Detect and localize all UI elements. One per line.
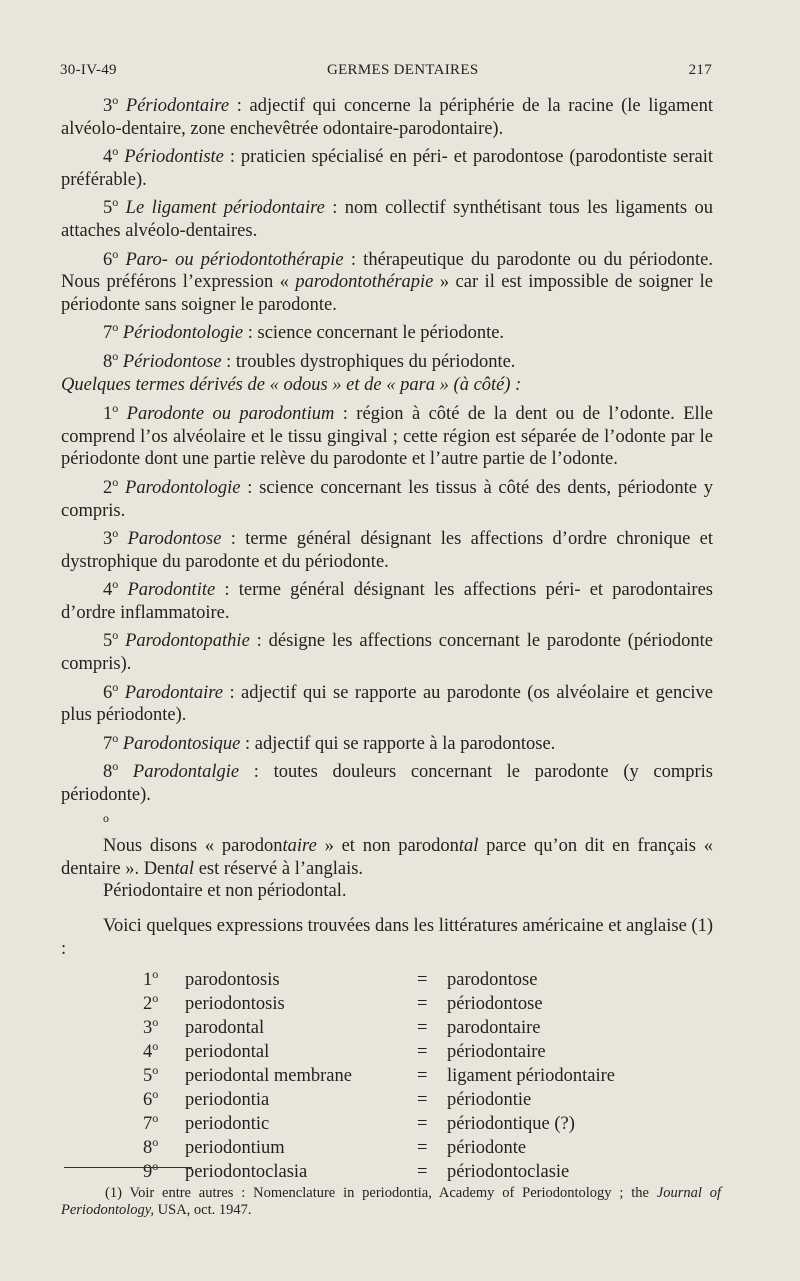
definition-term: Périodontiste — [124, 147, 224, 168]
definition-item: 7$^o$ Parodontosique : adjectif qui se rapporte à la parodontose. — [103, 730, 556, 754]
definition-item: 3$^o$ Périodontaire : adjectif qui concerne la périphérie de la racine (le ligament alvéolo-dentaire, zone enchevêtrée odontaire-parodontaire). — [61, 92, 713, 139]
definition-item: 6$^o$ Paro- ou périodontothérapie : thérapeutique du parodonte ou du périodonte. Nous préférons l’expression « parodontothérapie » car il est impossible de soigner le périodonte sans soigner le parodonte. — [61, 246, 714, 315]
equals-sign: = — [417, 1138, 428, 1159]
header-title: GERMES DENTAIRES — [326, 62, 479, 78]
definition-item: 2$^o$ Parodontologie : science concernant les tissus à côté des dents, périodonte y compris. — [61, 474, 713, 521]
english-term: periodontic — [185, 1114, 270, 1135]
running-header — [60, 62, 712, 79]
term-number: 5$^o$ — [143, 1063, 159, 1087]
terms-table — [143, 968, 615, 1184]
definition-item: 6$^o$ Parodontaire : adjectif qui se rapporte au parodonte (os alvéolaire et gencive plus périodonte). — [61, 679, 714, 726]
french-term: périodontoclasie — [447, 1162, 570, 1183]
french-term: périodontaire — [447, 1042, 546, 1063]
page-body — [61, 92, 714, 1184]
definition-term: Périodontose — [122, 351, 222, 372]
definition-item: 5$^o$ Le ligament périodontaire : nom collectif synthétisant tous les ligaments ou attaches alvéolo-dentaires. — [61, 195, 714, 241]
equals-sign: = — [417, 1018, 428, 1039]
body-paragraph: Nous disons « parodontaire » et non parodontal parce qu’on dit en français « dentaire ». Dental est réservé à l’anglais. — [61, 836, 713, 879]
definition-term: Paro- ou périodontothérapie — [125, 249, 344, 270]
equals-sign: = — [417, 994, 428, 1015]
english-term: periodontal — [185, 1042, 270, 1063]
term-number: 9$^o$ — [143, 1159, 159, 1183]
definition-term: Le ligament périodontaire — [125, 198, 325, 219]
term-number: 1$^o$ — [143, 967, 159, 991]
definition-item: 3$^o$ Parodontose : terme général désignant les affections d’ordre chronique et dystrophique du parodonte et du périodonte. — [61, 525, 713, 572]
definition-term: Périodontaire — [125, 96, 230, 116]
section-heading: Quelques termes dérivés de « odous » et de « para » (à côté) : — [61, 374, 522, 395]
definition-item: 8$^o$ Parodontalgie : toutes douleurs concernant le parodonte (y compris périodonte). — [61, 759, 713, 806]
body-paragraph: Voici quelques expressions trouvées dans les littératures américaine et anglaise (1) : — [61, 916, 713, 959]
definition-item: 7$^o$ Périodontologie : science concernant le périodonte. — [103, 320, 505, 344]
body-paragraph: Périodontaire et non périodontal. — [103, 881, 347, 902]
footnote: (1) Voir entre autres : Nomenclature in periodontia, Academy of Periodontology ; the Journal of Periodontology, USA, oct. 1947. — [61, 1185, 722, 1218]
french-term: périodontique (?) — [447, 1114, 575, 1135]
english-term: periodontoclasia — [185, 1162, 308, 1183]
definition-item: 4$^o$ Périodontiste : praticien spécialisé en péri- et parodontose (parodontiste serait préférable). — [61, 144, 713, 190]
header-date: 30-IV-49 — [60, 62, 117, 78]
table-row — [143, 1112, 615, 1136]
term-number: 7$^o$ — [143, 1111, 159, 1135]
english-term: parodontosis — [185, 970, 280, 991]
term-number: 3$^o$ — [143, 1015, 159, 1039]
french-term: parodontaire — [447, 1018, 541, 1039]
equals-sign: = — [417, 970, 428, 991]
header-page-number: 217 — [688, 62, 712, 78]
equals-sign: = — [417, 1114, 428, 1135]
definition-term: Parodontose — [127, 529, 222, 550]
equals-sign: = — [417, 1042, 428, 1063]
definition-item: 8$^o$ Périodontose : troubles dystrophiques du périodonte. — [103, 348, 516, 372]
definition-term: Périodontologie — [122, 323, 244, 344]
french-term: périodontie — [447, 1090, 532, 1111]
term-number: 2$^o$ — [143, 991, 159, 1015]
definition-term: Parodontaire — [124, 682, 224, 703]
english-term: periodontosis — [185, 994, 285, 1015]
table-row — [143, 1040, 615, 1064]
term-number: 4$^o$ — [143, 1039, 159, 1063]
table-row — [143, 1160, 615, 1184]
term-number: 8$^o$ — [143, 1135, 159, 1159]
equals-sign: = — [417, 1162, 428, 1183]
table-row — [143, 1088, 615, 1112]
equals-sign: = — [417, 1066, 428, 1087]
french-term: périodontose — [447, 994, 543, 1015]
french-term: ligament périodontaire — [447, 1066, 615, 1087]
english-term: periodontia — [185, 1090, 270, 1111]
table-row — [143, 1016, 615, 1040]
french-term: parodontose — [447, 970, 538, 991]
definition-term: Parodontite — [127, 580, 216, 601]
footnote-divider — [64, 1167, 192, 1168]
definition-term: Parodontalgie — [132, 762, 240, 783]
table-row — [143, 1064, 615, 1088]
definition-item: 1$^o$ Parodonte ou parodontium : région à côté de la dent ou de l’odonte. Elle comprend l’os alvéolaire et le tissu gingival ; cette région est séparée de l’odonte par le périodonte dont une partie relève du parodonte et l’autre partie de l’odonte. — [61, 400, 714, 470]
english-term: periodontal membrane — [185, 1066, 352, 1087]
table-row — [143, 1136, 615, 1160]
definition-item: o — [103, 810, 109, 825]
french-term: périodonte — [447, 1138, 527, 1159]
table-row — [143, 968, 615, 992]
definition-term: Parodontologie — [125, 477, 241, 498]
english-term: parodontal — [185, 1018, 265, 1039]
term-number: 6$^o$ — [143, 1087, 159, 1111]
equals-sign: = — [417, 1090, 428, 1111]
table-row — [143, 992, 615, 1016]
definition-term: Parodontosique — [122, 733, 241, 754]
definition-term: Parodonte ou parodontium — [126, 404, 335, 425]
definition-item: 4$^o$ Parodontite : terme général désignant les affections péri- et parodontaires d’ordre inflammatoire. — [61, 577, 713, 623]
english-term: periodontium — [185, 1138, 285, 1159]
definition-item: 5$^o$ Parodontopathie : désigne les affections concernant le parodonte (périodonte compris). — [61, 628, 714, 675]
definition-term: Parodontopathie — [125, 631, 250, 652]
